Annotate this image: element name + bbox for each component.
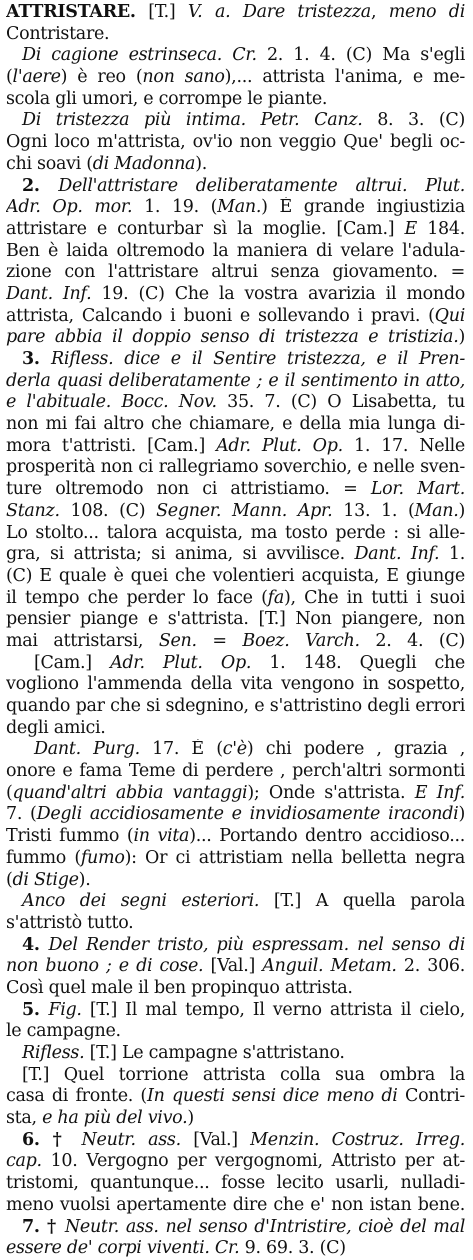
entry-line xyxy=(6,241,465,263)
entry-line xyxy=(6,826,465,848)
entry-text: Contristare. xyxy=(6,23,110,44)
entry-text: ). xyxy=(78,869,91,890)
entry-line xyxy=(6,371,465,393)
italic-text: c'è xyxy=(222,739,247,760)
entry-line xyxy=(6,197,465,219)
italic-text: Di tristezza più intima. Petr. Canz. xyxy=(22,110,363,131)
italic-text: essere de' corpi viventi. Cr. xyxy=(6,1238,240,1259)
italic-text: e ha più del vivo. xyxy=(42,1108,188,1129)
italic-text: Di cagione estrinseca. Cr. xyxy=(22,45,257,66)
italic-text: Anguil. Metam. xyxy=(262,956,397,977)
entry-line xyxy=(6,479,465,501)
entry-text: attrista, Calcando i buoni e sollevando i pravi. ( xyxy=(6,305,435,326)
italic-text: non buono ; e di cose. xyxy=(6,956,204,977)
italic-text: non sano xyxy=(142,67,225,88)
italic-text: Dant. Inf. xyxy=(6,283,92,304)
italic-text: E Inf. xyxy=(414,782,465,803)
entry-line xyxy=(6,1130,465,1152)
entry-text: 9. 69. 3. (C) xyxy=(239,1238,346,1259)
entry-text: s'attristò tutto. xyxy=(6,912,134,933)
entry-line xyxy=(6,436,465,458)
entry-line xyxy=(6,1086,465,1108)
entry-line xyxy=(6,891,465,913)
italic-text: E xyxy=(404,218,417,239)
entry-text: [T.] Le campagne s'attristano. xyxy=(84,1043,345,1063)
entry-line xyxy=(6,761,465,783)
sense-number: 3. xyxy=(22,349,52,369)
entry-text: Ben è laida oltremodo la maniera di velare l'adula- xyxy=(6,240,465,261)
entry-text: ) xyxy=(458,327,465,348)
italic-text: Neutr. ass. xyxy=(81,1129,181,1150)
entry-text: casa di fronte. ( xyxy=(6,1086,147,1107)
entry-line xyxy=(6,631,465,653)
entry-line xyxy=(6,219,465,241)
entry-line xyxy=(6,1043,465,1065)
italic-text: quand'altri abbia vantaggi xyxy=(12,782,248,803)
entry-text: il tempo che perder lo face ( xyxy=(6,587,268,608)
entry-line xyxy=(6,1195,465,1217)
entry-text: ) chi podere , grazia , xyxy=(246,739,465,760)
italic-text: Degli accidiosamente e invidiosamente iracondi xyxy=(36,804,459,825)
entry-line xyxy=(6,262,465,284)
italic-text: Man. xyxy=(414,500,459,521)
entry-text: mora t'attristi. [Cam.] xyxy=(6,435,217,456)
italic-text: Man. xyxy=(217,197,262,218)
entry-text: ). xyxy=(195,153,207,174)
entry-text: onore e fama Teme di perdere , perch'altri sormonti xyxy=(6,761,465,782)
italic-text: Rifless. dice e il Sentire tristezza, e il Pren- xyxy=(51,349,465,369)
entry-line xyxy=(6,24,465,46)
entry-text: mai attristarsi, xyxy=(6,630,159,651)
entry-line xyxy=(6,696,465,718)
entry-line xyxy=(6,674,465,696)
italic-text: fumo xyxy=(80,847,125,868)
entry-line xyxy=(6,870,465,892)
entry-line xyxy=(6,1173,465,1195)
entry-line xyxy=(6,110,465,132)
entry-text: Contri- xyxy=(397,1086,465,1107)
entry-line xyxy=(6,848,465,870)
sense-number: ATTRISTARE. xyxy=(6,2,136,22)
italic-text: di Madonna xyxy=(92,153,196,174)
entry-text: 1. xyxy=(439,544,465,565)
entry-text: 7. ( xyxy=(6,804,37,825)
entry-line xyxy=(6,739,465,761)
entry-text: 35. 7. (C) O Lisabetta, tu xyxy=(216,392,465,413)
entry-line xyxy=(6,349,465,371)
entry-text: (C) E quale è quei che volentieri acquista, E giunge xyxy=(6,565,465,586)
italic-text: Segner. Mann. Apr. xyxy=(156,500,333,521)
entry-text: ) xyxy=(187,1108,194,1129)
entry-line xyxy=(6,1238,465,1260)
entry-text: Ogni loco m'attrista, ov'io non veggio Que' begli oc- xyxy=(6,132,465,153)
entry-text: 2. 306. xyxy=(396,956,465,977)
entry-line xyxy=(6,457,465,479)
entry-line xyxy=(6,523,465,545)
entry-line xyxy=(6,935,465,957)
italic-text: Del Render tristo, più espressam. nel senso di xyxy=(48,934,465,955)
entry-text: = xyxy=(196,630,243,651)
entry-text: scola gli umori, e corrompe le piante. xyxy=(6,88,328,109)
sense-number: 2. xyxy=(22,175,59,196)
entry-text: 1. 148. Quegli che xyxy=(251,652,465,673)
entry-text: gra, si attrista; si anima, si avvilisce. xyxy=(6,544,355,565)
entry-text: [T.] xyxy=(135,2,188,22)
entry-text: [Cam.] xyxy=(34,652,111,673)
entry-text: [T.] Il mal tempo, Il verno attrista il cielo, xyxy=(81,999,465,1020)
entry-line xyxy=(6,2,465,24)
entry-line xyxy=(6,1000,465,1022)
entry-line xyxy=(6,1151,465,1173)
entry-line xyxy=(6,653,465,675)
italic-text: Neutr. ass. nel senso d'Intristire, cioè del mal xyxy=(64,1216,465,1237)
italic-text: In questi sensi dice meno di xyxy=(146,1086,398,1107)
italic-text: Adr. Plut. Op. xyxy=(216,435,343,456)
entry-text: tristomi, quantunque... fosse lecito usarli, nulladi- xyxy=(6,1173,465,1194)
entry-line xyxy=(6,1108,465,1130)
entry-text: [T.] Quel torrione attrista colla sua ombra la xyxy=(22,1064,465,1085)
entry-line xyxy=(6,956,465,978)
entry-text: ): Or ci attristiam nella belletta negra xyxy=(124,847,465,868)
entry-line xyxy=(6,1021,465,1043)
entry-line xyxy=(6,176,465,198)
entry-line xyxy=(6,783,465,805)
entry-text: 108. (C) xyxy=(59,500,157,521)
italic-text: Sen. xyxy=(158,630,197,651)
entry-line xyxy=(6,67,465,89)
entry-text: ),... attrista l'anima, e me- xyxy=(224,67,465,88)
entry-text: 13. 1. ( xyxy=(332,500,415,521)
entry-text: ) È grande ingiustizia xyxy=(261,197,465,218)
entry-line xyxy=(6,284,465,306)
italic-text: Qui xyxy=(434,305,465,326)
entry-line xyxy=(6,1065,465,1087)
entry-line xyxy=(6,804,465,826)
italic-text: V. a. Dare tristezza xyxy=(187,2,371,22)
entry-text: ) è reo ( xyxy=(60,67,143,88)
italic-text: Adr. Plut. Op. xyxy=(110,652,252,673)
entry-text: non mi fai altro che chiamare, e della mia lunga di- xyxy=(6,414,465,435)
entry-text: zione con l'attristare altrui senza giovamento. = xyxy=(6,262,465,283)
entry-text: fummo ( xyxy=(6,847,81,868)
entry-text: ( xyxy=(6,67,13,88)
entry-text: chi soavi ( xyxy=(6,153,93,174)
entry-text: ) xyxy=(458,500,465,521)
sense-number: 6. † xyxy=(22,1129,82,1150)
italic-text: Rifless. xyxy=(22,1043,85,1063)
entry-text: )... Portando dentro accidioso... xyxy=(189,826,465,847)
italic-text: Menzin. Costruz. Irreg. xyxy=(250,1129,465,1150)
italic-text: Adr. Op. mor. xyxy=(6,197,133,218)
entry-text: , xyxy=(370,2,389,22)
entry-text: attristare e conturbar sì la moglie. [Cam.] xyxy=(6,218,405,239)
sense-number: 7. † xyxy=(22,1216,65,1237)
italic-text: cap. xyxy=(6,1151,42,1172)
italic-text: Fig. xyxy=(48,999,82,1020)
entry-text: ( xyxy=(6,782,13,803)
italic-text: in vita xyxy=(133,826,190,847)
entry-text: meno vuolsi apertamente dire che e' non istan bene. xyxy=(6,1194,465,1215)
entry-text: [Val.] xyxy=(180,1129,251,1150)
entry-text: ture oltremodo non ci attristiamo. = xyxy=(6,479,371,500)
italic-text: Dant. Inf. xyxy=(354,544,440,565)
entry-text: le campagne. xyxy=(6,1021,121,1042)
entry-text: degli amici. xyxy=(6,717,106,738)
entry-line xyxy=(6,306,465,328)
italic-text: Anco dei segni esteriori. xyxy=(22,891,260,912)
italic-text: Lor. Mart. xyxy=(370,479,465,500)
entry-text: 1. 17. Nelle xyxy=(342,435,465,456)
entry-line xyxy=(6,89,465,111)
entry-line xyxy=(6,978,465,1000)
entry-text: ), Che in tutti i suoi xyxy=(283,587,465,608)
entry-text: Lo stolto... talora acquista, ma tosto perde : si alle- xyxy=(6,522,465,543)
italic-text: pare abbia il doppio senso di tristezza e tristizia. xyxy=(6,327,459,348)
entry-text: 10. Vergogno per vergognomi, Attristo per at- xyxy=(41,1151,465,1172)
entry-text: 2. 4. (C) xyxy=(359,630,465,651)
sense-number: 5. xyxy=(22,999,49,1020)
italic-text: Dell'attristare deliberatamente altrui. Plut. xyxy=(58,175,465,196)
entry-line xyxy=(6,132,465,154)
sense-number: 4. xyxy=(22,934,49,955)
entry-text: 19. (C) Che la vostra avarizia il mondo xyxy=(91,283,465,304)
italic-text: e l'abituale. Bocc. Nov. xyxy=(6,392,217,413)
entry-text: 1. 19. ( xyxy=(132,197,218,218)
entry-line xyxy=(6,566,465,588)
italic-text: Stanz. xyxy=(6,500,60,521)
entry-text: ) xyxy=(458,804,465,825)
entry-text: prosperità non ci rallegriamo soverchio, e nelle sven- xyxy=(6,457,465,478)
entry-text: ); Onde s'attrista. xyxy=(247,782,415,803)
italic-text: l'aere xyxy=(12,67,61,88)
entry-text: [T.] A quella parola xyxy=(259,891,465,912)
entry-line xyxy=(6,501,465,523)
entry-line xyxy=(6,327,465,349)
entry-text: pensier piange e s'attrista. [T.] Non piangere, non xyxy=(6,609,465,630)
italic-text: Dant. Purg. xyxy=(34,739,140,760)
entry-text: 8. 3. (C) xyxy=(362,110,465,131)
entry-line xyxy=(6,718,465,740)
entry-line xyxy=(6,588,465,610)
italic-text: fa xyxy=(267,587,284,608)
entry-line xyxy=(6,414,465,436)
italic-text: di Stige xyxy=(12,869,79,890)
entry-text: Così quel male il ben propinquo attrista. xyxy=(6,977,353,998)
italic-text: Boez. Varch. xyxy=(242,630,360,651)
entry-line xyxy=(6,392,465,414)
entry-text: 17. È ( xyxy=(139,739,223,760)
entry-line xyxy=(6,45,465,67)
entry-text: [Val.] xyxy=(203,956,263,977)
italic-text: derla quasi deliberatamente ; e il sentimento in atto, xyxy=(6,370,465,391)
entry-text: 2. 1. 4. (C) Ma s'egli xyxy=(256,45,465,66)
entry-line xyxy=(6,154,465,176)
italic-text: meno di xyxy=(388,2,465,22)
entry-line xyxy=(6,913,465,935)
entry-text: Tristi fummo ( xyxy=(6,826,134,847)
entry-text: vogliono l'ammenda della vita vengono in sospetto, xyxy=(6,674,465,695)
entry-line xyxy=(6,609,465,631)
entry-text: ( xyxy=(6,869,13,890)
entry-line xyxy=(6,544,465,566)
entry-text: quando par che si sdegnino, e s'attristino degli errori xyxy=(6,696,465,716)
entry-text: 184. xyxy=(416,218,465,239)
entry-text: sta, xyxy=(6,1108,43,1129)
